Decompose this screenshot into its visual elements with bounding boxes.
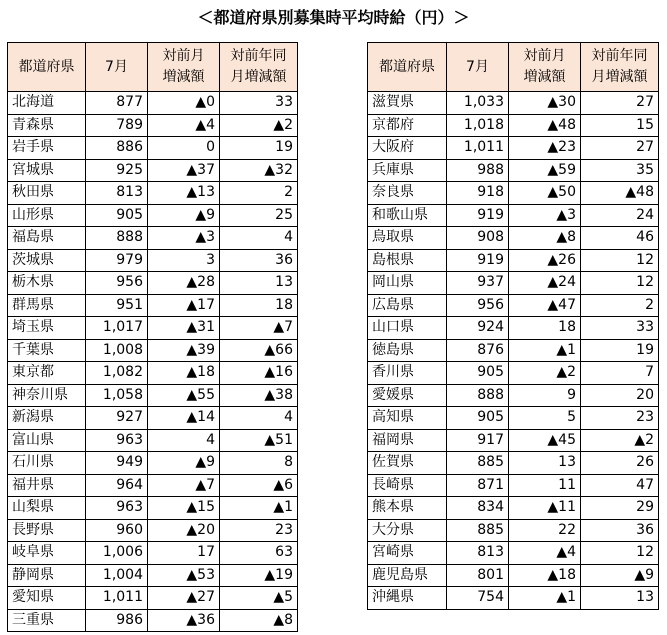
- header-mom-line1: 対前月: [162, 48, 205, 64]
- cell-month-wage: 956: [447, 294, 509, 317]
- cell-mom-change: ▲4: [509, 542, 581, 565]
- cell-month-wage: 886: [86, 137, 148, 160]
- table-row: [8, 114, 298, 137]
- cell-month-wage: 813: [86, 182, 148, 205]
- table-row: [368, 542, 659, 565]
- cell-mom-change: 5: [509, 407, 581, 430]
- cell-yoy-change: 47: [581, 474, 659, 497]
- cell-mom-change: 18: [509, 317, 581, 340]
- header-mom-line2: 増減額: [523, 69, 566, 85]
- cell-prefecture: 和歌山県: [368, 204, 447, 227]
- cell-month-wage: 885: [447, 452, 509, 475]
- cell-yoy-change: ▲51: [220, 429, 298, 452]
- cell-prefecture: 宮城県: [8, 159, 86, 182]
- cell-month-wage: 956: [86, 272, 148, 295]
- cell-yoy-change: 23: [581, 407, 659, 430]
- cell-mom-change: ▲9: [148, 204, 220, 227]
- header-yoy: [220, 43, 298, 92]
- cell-yoy-change: 26: [581, 452, 659, 475]
- cell-month-wage: 1,033: [447, 92, 509, 115]
- cell-month-wage: 937: [447, 272, 509, 295]
- cell-month-wage: 1,004: [86, 564, 148, 587]
- cell-mom-change: ▲30: [509, 92, 581, 115]
- cell-yoy-change: 29: [581, 497, 659, 520]
- table-row: [8, 542, 298, 565]
- cell-prefecture: 愛媛県: [368, 384, 447, 407]
- cell-prefecture: 栃木県: [8, 272, 86, 295]
- cell-month-wage: 951: [86, 294, 148, 317]
- cell-yoy-change: 8: [220, 452, 298, 475]
- cell-mom-change: ▲18: [148, 362, 220, 385]
- cell-yoy-change: 18: [220, 294, 298, 317]
- table-row: [8, 452, 298, 475]
- table-row: [8, 92, 298, 115]
- header-yoy-line1: 対前年同: [230, 48, 287, 64]
- cell-month-wage: 1,018: [447, 114, 509, 137]
- cell-mom-change: ▲3: [509, 204, 581, 227]
- cell-prefecture: 大分県: [368, 519, 447, 542]
- cell-mom-change: ▲23: [509, 137, 581, 160]
- cell-yoy-change: 20: [581, 384, 659, 407]
- cell-month-wage: 927: [86, 407, 148, 430]
- page-title: ＜都道府県別募集時平均時給（円）＞: [197, 8, 470, 27]
- cell-yoy-change: 36: [581, 519, 659, 542]
- cell-mom-change: ▲15: [148, 497, 220, 520]
- cell-mom-change: ▲28: [148, 272, 220, 295]
- table-row: [8, 564, 298, 587]
- table-row: [368, 339, 659, 362]
- table-row: [8, 249, 298, 272]
- cell-prefecture: 宮崎県: [368, 542, 447, 565]
- cell-mom-change: 17: [148, 542, 220, 565]
- cell-month-wage: 919: [447, 204, 509, 227]
- cell-mom-change: ▲1: [509, 339, 581, 362]
- wage-table-left: [7, 42, 298, 632]
- cell-yoy-change: 25: [220, 204, 298, 227]
- cell-prefecture: 群馬県: [8, 294, 86, 317]
- cell-mom-change: ▲26: [509, 249, 581, 272]
- cell-yoy-change: 33: [220, 92, 298, 115]
- cell-month-wage: 964: [86, 474, 148, 497]
- cell-month-wage: 963: [86, 429, 148, 452]
- cell-month-wage: 871: [447, 474, 509, 497]
- cell-yoy-change: 27: [581, 137, 659, 160]
- cell-mom-change: 0: [148, 137, 220, 160]
- table-row: [8, 384, 298, 407]
- cell-yoy-change: 4: [220, 227, 298, 250]
- cell-month-wage: 925: [86, 159, 148, 182]
- table-header-row: [368, 43, 659, 92]
- cell-yoy-change: 12: [581, 272, 659, 295]
- table-header-row: [8, 43, 298, 92]
- cell-mom-change: ▲7: [148, 474, 220, 497]
- cell-yoy-change: ▲6: [220, 474, 298, 497]
- cell-prefecture: 石川県: [8, 452, 86, 475]
- table-row: [8, 407, 298, 430]
- cell-prefecture: 長野県: [8, 519, 86, 542]
- table-row: [368, 429, 659, 452]
- table-row: [8, 137, 298, 160]
- cell-yoy-change: ▲2: [220, 114, 298, 137]
- cell-yoy-change: 13: [220, 272, 298, 295]
- cell-month-wage: 919: [447, 249, 509, 272]
- cell-prefecture: 富山県: [8, 429, 86, 452]
- cell-mom-change: ▲59: [509, 159, 581, 182]
- table-row: [368, 519, 659, 542]
- table-row: [368, 452, 659, 475]
- table-row: [8, 497, 298, 520]
- cell-month-wage: 888: [86, 227, 148, 250]
- cell-mom-change: ▲1: [509, 587, 581, 610]
- cell-prefecture: 福井県: [8, 474, 86, 497]
- cell-prefecture: 青森県: [8, 114, 86, 137]
- cell-mom-change: ▲14: [148, 407, 220, 430]
- cell-yoy-change: ▲2: [581, 429, 659, 452]
- table-row: [368, 317, 659, 340]
- cell-mom-change: ▲11: [509, 497, 581, 520]
- cell-prefecture: 大阪府: [368, 137, 447, 160]
- table-row: [368, 137, 659, 160]
- wage-table-right: [367, 42, 659, 610]
- cell-yoy-change: ▲19: [220, 564, 298, 587]
- cell-prefecture: 徳島県: [368, 339, 447, 362]
- cell-month-wage: 963: [86, 497, 148, 520]
- cell-month-wage: 960: [86, 519, 148, 542]
- header-mom: [509, 43, 581, 92]
- cell-month-wage: 917: [447, 429, 509, 452]
- cell-month-wage: 905: [447, 362, 509, 385]
- cell-month-wage: 876: [447, 339, 509, 362]
- cell-month-wage: 877: [86, 92, 148, 115]
- cell-prefecture: 新潟県: [8, 407, 86, 430]
- cell-mom-change: ▲31: [148, 317, 220, 340]
- cell-prefecture: 高知県: [368, 407, 447, 430]
- cell-prefecture: 熊本県: [368, 497, 447, 520]
- table-row: [368, 204, 659, 227]
- table-row: [368, 249, 659, 272]
- table-row: [8, 429, 298, 452]
- cell-month-wage: 1,011: [447, 137, 509, 160]
- cell-yoy-change: 36: [220, 249, 298, 272]
- cell-month-wage: 949: [86, 452, 148, 475]
- cell-mom-change: ▲39: [148, 339, 220, 362]
- cell-prefecture: 秋田県: [8, 182, 86, 205]
- cell-prefecture: 沖縄県: [368, 587, 447, 610]
- table-row: [8, 519, 298, 542]
- cell-yoy-change: 2: [581, 294, 659, 317]
- table-row: [368, 294, 659, 317]
- table-row: [368, 227, 659, 250]
- cell-month-wage: 1,006: [86, 542, 148, 565]
- cell-yoy-change: ▲16: [220, 362, 298, 385]
- header-yoy-line2: 月増減額: [230, 69, 287, 85]
- cell-prefecture: 長崎県: [368, 474, 447, 497]
- table-row: [368, 182, 659, 205]
- cell-yoy-change: 63: [220, 542, 298, 565]
- table-row: [368, 474, 659, 497]
- table-row: [8, 204, 298, 227]
- cell-mom-change: ▲9: [148, 452, 220, 475]
- cell-prefecture: 鹿児島県: [368, 564, 447, 587]
- cell-yoy-change: 12: [581, 249, 659, 272]
- cell-yoy-change: ▲38: [220, 384, 298, 407]
- header-month: 7月: [447, 43, 509, 92]
- cell-month-wage: 801: [447, 564, 509, 587]
- cell-mom-change: 9: [509, 384, 581, 407]
- cell-month-wage: 1,011: [86, 587, 148, 610]
- cell-prefecture: 山梨県: [8, 497, 86, 520]
- table-row: [368, 564, 659, 587]
- cell-yoy-change: 33: [581, 317, 659, 340]
- cell-mom-change: ▲48: [509, 114, 581, 137]
- cell-yoy-change: 19: [581, 339, 659, 362]
- cell-month-wage: 888: [447, 384, 509, 407]
- cell-yoy-change: ▲32: [220, 159, 298, 182]
- cell-mom-change: ▲20: [148, 519, 220, 542]
- table-row: [8, 294, 298, 317]
- cell-prefecture: 埼玉県: [8, 317, 86, 340]
- cell-mom-change: 11: [509, 474, 581, 497]
- cell-mom-change: ▲37: [148, 159, 220, 182]
- table-row: [8, 339, 298, 362]
- table-row: [8, 317, 298, 340]
- cell-yoy-change: ▲8: [220, 609, 298, 632]
- cell-yoy-change: 19: [220, 137, 298, 160]
- cell-prefecture: 島根県: [368, 249, 447, 272]
- cell-month-wage: 979: [86, 249, 148, 272]
- cell-month-wage: 988: [447, 159, 509, 182]
- cell-yoy-change: 15: [581, 114, 659, 137]
- cell-yoy-change: ▲48: [581, 182, 659, 205]
- table-row: [8, 227, 298, 250]
- cell-mom-change: ▲13: [148, 182, 220, 205]
- cell-month-wage: 1,017: [86, 317, 148, 340]
- cell-month-wage: 754: [447, 587, 509, 610]
- cell-month-wage: 834: [447, 497, 509, 520]
- cell-mom-change: 13: [509, 452, 581, 475]
- cell-month-wage: 905: [86, 204, 148, 227]
- cell-yoy-change: ▲7: [220, 317, 298, 340]
- table-row: [8, 609, 298, 632]
- cell-prefecture: 福岡県: [368, 429, 447, 452]
- cell-prefecture: 滋賀県: [368, 92, 447, 115]
- cell-mom-change: 4: [148, 429, 220, 452]
- header-yoy: [581, 43, 659, 92]
- table-row: [8, 159, 298, 182]
- cell-prefecture: 広島県: [368, 294, 447, 317]
- cell-yoy-change: 27: [581, 92, 659, 115]
- cell-yoy-change: ▲66: [220, 339, 298, 362]
- table-row: [368, 92, 659, 115]
- cell-month-wage: 1,082: [86, 362, 148, 385]
- cell-month-wage: 1,008: [86, 339, 148, 362]
- cell-prefecture: 鳥取県: [368, 227, 447, 250]
- cell-prefecture: 岩手県: [8, 137, 86, 160]
- cell-yoy-change: 35: [581, 159, 659, 182]
- cell-prefecture: 佐賀県: [368, 452, 447, 475]
- cell-yoy-change: 4: [220, 407, 298, 430]
- cell-prefecture: 茨城県: [8, 249, 86, 272]
- cell-prefecture: 福島県: [8, 227, 86, 250]
- table-row: [8, 362, 298, 385]
- cell-mom-change: ▲3: [148, 227, 220, 250]
- cell-mom-change: 3: [148, 249, 220, 272]
- header-yoy-line1: 対前年同: [591, 48, 648, 64]
- cell-prefecture: 京都府: [368, 114, 447, 137]
- cell-month-wage: 813: [447, 542, 509, 565]
- cell-month-wage: 1,058: [86, 384, 148, 407]
- cell-mom-change: ▲50: [509, 182, 581, 205]
- header-prefecture: 都道府県: [368, 43, 447, 92]
- cell-mom-change: ▲17: [148, 294, 220, 317]
- cell-prefecture: 北海道: [8, 92, 86, 115]
- header-prefecture: 都道府県: [8, 43, 86, 92]
- cell-mom-change: ▲2: [509, 362, 581, 385]
- cell-prefecture: 神奈川県: [8, 384, 86, 407]
- cell-mom-change: ▲27: [148, 587, 220, 610]
- cell-yoy-change: 23: [220, 519, 298, 542]
- cell-month-wage: 918: [447, 182, 509, 205]
- header-yoy-line2: 月増減額: [591, 69, 648, 85]
- cell-prefecture: 香川県: [368, 362, 447, 385]
- cell-yoy-change: 13: [581, 587, 659, 610]
- table-row: [368, 497, 659, 520]
- table-row: [368, 384, 659, 407]
- cell-yoy-change: 12: [581, 542, 659, 565]
- cell-yoy-change: ▲1: [220, 497, 298, 520]
- cell-yoy-change: 2: [220, 182, 298, 205]
- cell-mom-change: ▲36: [148, 609, 220, 632]
- cell-mom-change: ▲4: [148, 114, 220, 137]
- cell-prefecture: 山口県: [368, 317, 447, 340]
- cell-prefecture: 愛知県: [8, 587, 86, 610]
- cell-prefecture: 千葉県: [8, 339, 86, 362]
- cell-yoy-change: 7: [581, 362, 659, 385]
- cell-mom-change: ▲45: [509, 429, 581, 452]
- cell-month-wage: 905: [447, 407, 509, 430]
- cell-month-wage: 789: [86, 114, 148, 137]
- cell-yoy-change: ▲5: [220, 587, 298, 610]
- cell-prefecture: 静岡県: [8, 564, 86, 587]
- cell-mom-change: ▲24: [509, 272, 581, 295]
- cell-prefecture: 岐阜県: [8, 542, 86, 565]
- cell-yoy-change: 46: [581, 227, 659, 250]
- cell-month-wage: 908: [447, 227, 509, 250]
- cell-month-wage: 986: [86, 609, 148, 632]
- cell-yoy-change: ▲9: [581, 564, 659, 587]
- cell-mom-change: ▲8: [509, 227, 581, 250]
- header-mom: [148, 43, 220, 92]
- table-row: [368, 362, 659, 385]
- cell-prefecture: 岡山県: [368, 272, 447, 295]
- cell-mom-change: 22: [509, 519, 581, 542]
- table-row: [368, 407, 659, 430]
- cell-mom-change: ▲18: [509, 564, 581, 587]
- table-row: [368, 587, 659, 610]
- table-row: [8, 474, 298, 497]
- table-row: [368, 272, 659, 295]
- cell-mom-change: ▲0: [148, 92, 220, 115]
- cell-mom-change: ▲53: [148, 564, 220, 587]
- cell-mom-change: ▲47: [509, 294, 581, 317]
- cell-mom-change: ▲55: [148, 384, 220, 407]
- cell-prefecture: 山形県: [8, 204, 86, 227]
- cell-prefecture: 三重県: [8, 609, 86, 632]
- table-row: [368, 159, 659, 182]
- table-row: [8, 587, 298, 610]
- header-mom-line2: 増減額: [162, 69, 205, 85]
- table-row: [368, 114, 659, 137]
- cell-prefecture: 兵庫県: [368, 159, 447, 182]
- cell-prefecture: 奈良県: [368, 182, 447, 205]
- table-row: [8, 182, 298, 205]
- table-row: [8, 272, 298, 295]
- cell-month-wage: 885: [447, 519, 509, 542]
- header-mom-line1: 対前月: [523, 48, 566, 64]
- cell-prefecture: 東京都: [8, 362, 86, 385]
- cell-yoy-change: 24: [581, 204, 659, 227]
- cell-month-wage: 924: [447, 317, 509, 340]
- header-month: 7月: [86, 43, 148, 92]
